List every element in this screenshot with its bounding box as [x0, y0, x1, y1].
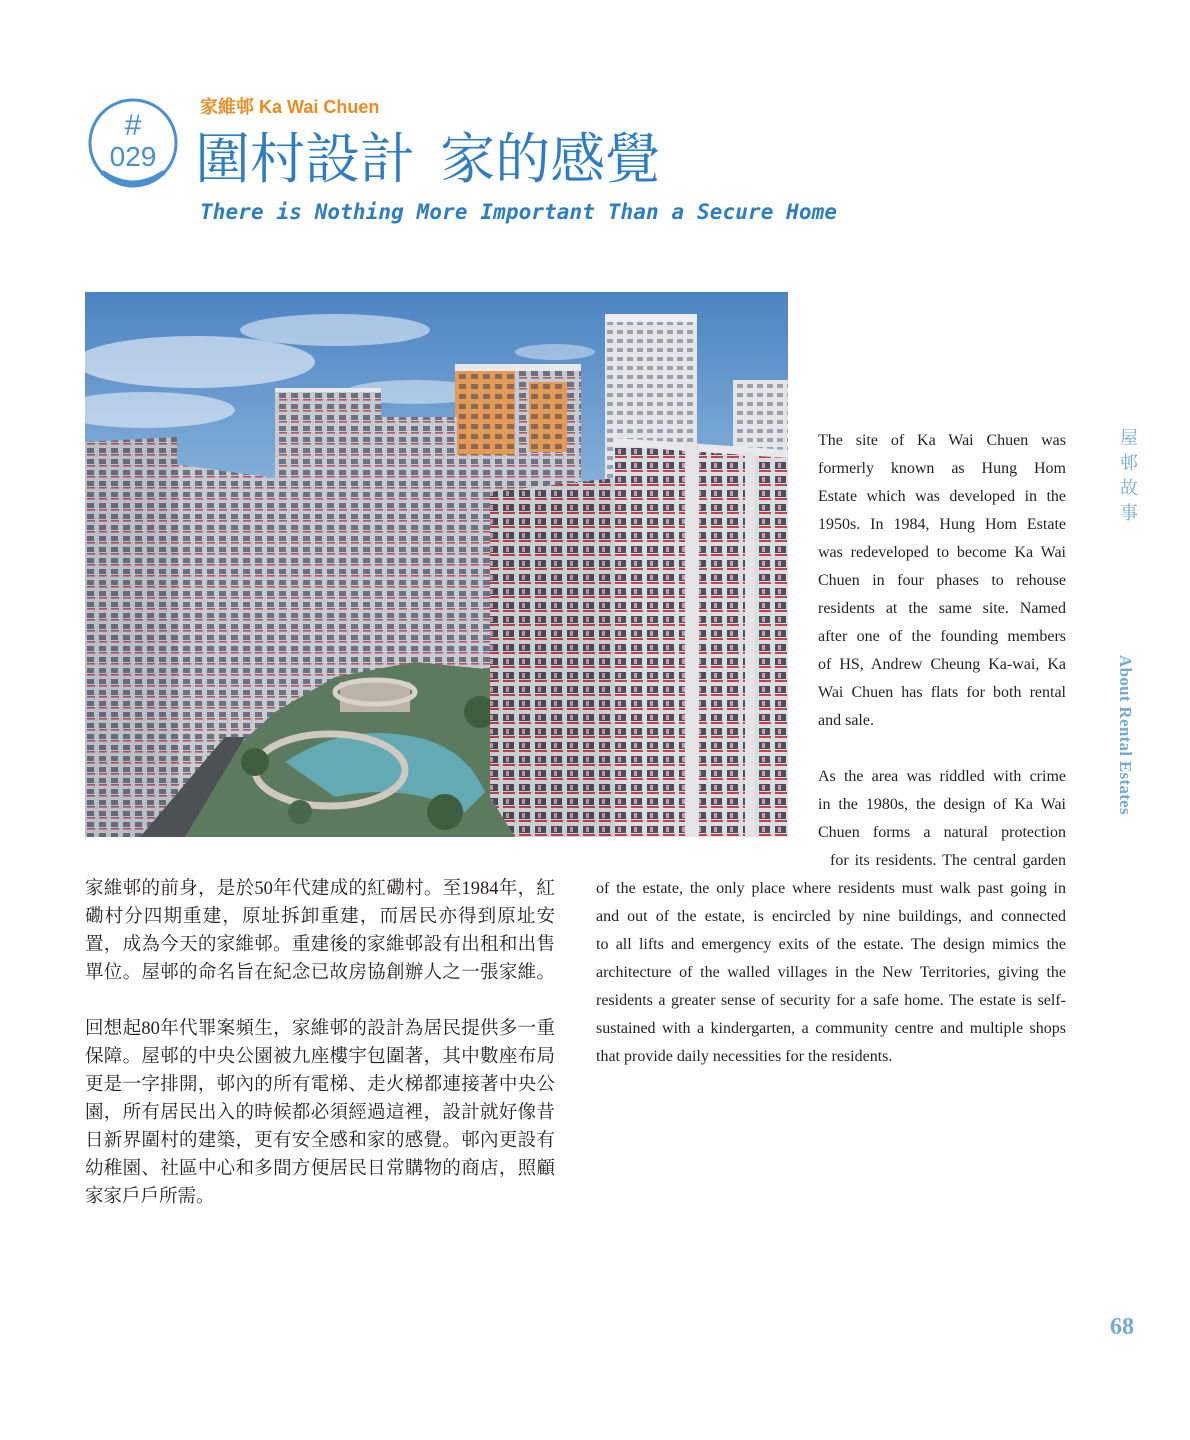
chinese-column — [85, 875, 555, 1211]
english-column-wide — [596, 875, 1066, 1071]
text-line: 保障。屋邨的中央公園被九座樓宇包圍著，其中數座布局 — [85, 1047, 555, 1067]
text-line: 家家戶戶所需。 — [85, 1187, 215, 1207]
text-line: 家維邨的前身，是於50年代建成的紅磡村。至1984年，紅 — [85, 879, 555, 899]
text-line: residents a greater sense of security for a safe home. The estate is self- — [596, 992, 1066, 1009]
text-line: that provide daily necessities for the residents. — [596, 1048, 893, 1065]
text-line: 磡村分四期重建，原址拆卸重建，而居民亦得到原址安 — [85, 907, 555, 927]
page-title: 圍村設計 家的感覺 — [195, 128, 661, 190]
text-line: formerly known as Hung Hom — [818, 460, 1066, 477]
text-line: after one of the founding members — [818, 628, 1066, 645]
estate-photo — [85, 292, 788, 837]
text-line: of the estate, the only place where residents must walk past going in — [596, 880, 1066, 897]
english-column-narrow — [818, 427, 1066, 875]
text-line: 園，所有居民出入的時候都必須經過這裡，設計就好像昔 — [85, 1103, 555, 1123]
paragraph-gap — [85, 987, 555, 1015]
right-blocks — [490, 438, 788, 837]
text-line: Estate which was developed in the — [818, 488, 1066, 505]
text-line: As the area was riddled with crime — [818, 768, 1066, 785]
text-line: architecture of the walled villages in the New Territories, giving the — [596, 964, 1066, 981]
text-line: and sale. — [818, 712, 874, 729]
text-line: Chuen forms a natural protection — [818, 824, 1066, 841]
issue-number: 029 — [109, 141, 157, 172]
text-line: 幼稚園、社區中心和多間方便居民日常購物的商店，照顧 — [85, 1159, 555, 1179]
text-line: 單位。屋邨的命名旨在紀念已故房協創辦人之一張家維。 — [85, 963, 555, 983]
text-line: for its residents. The central garden — [830, 852, 1066, 869]
text-line: The site of Ka Wai Chuen was — [818, 432, 1066, 449]
section-label-zh: 屋邨故事 — [1118, 428, 1138, 528]
paragraph-gap — [818, 735, 1066, 763]
text-line: 1950s. In 1984, Hung Hom Estate — [818, 516, 1066, 533]
text-line: Chuen in four phases to rehouse — [818, 572, 1066, 589]
text-line: in the 1980s, the design of Ka Wai — [818, 796, 1066, 813]
text-line: Wai Chuen has flats for both rental — [818, 684, 1066, 701]
issue-badge — [85, 97, 185, 197]
page-number: 68 — [1110, 1314, 1134, 1340]
estate-label-en: Ka Wai Chuen — [259, 97, 380, 117]
text-line: residents at the same site. Named — [818, 600, 1066, 617]
section-label-en: About Rental Estates — [1116, 655, 1135, 815]
badge-hash: # — [124, 109, 142, 142]
page-subtitle: There is Nothing More Important Than a Secure Home — [200, 200, 838, 224]
text-line: sustained with a kindergarten, a community centre and multiple shops — [596, 1020, 1066, 1037]
estate-label — [200, 96, 379, 118]
text-line: of HS, Andrew Cheung Ka-wai, Ka — [818, 656, 1066, 673]
text-line: 置，成為今天的家維邨。重建後的家維邨設有出租和出售 — [85, 935, 555, 955]
text-line: to all lifts and emergency exits of the estate. The design mimics the — [596, 936, 1066, 953]
text-line: and out of the estate, is encircled by nine buildings, and connected — [596, 908, 1066, 925]
estate-label-zh: 家維邨 — [200, 97, 254, 117]
text-line: 更是一字排開，邨內的所有電梯、走火梯都連接著中央公 — [85, 1075, 555, 1095]
text-line: was redeveloped to become Ka Wai — [818, 544, 1066, 561]
text-line: 回想起80年代罪案頻生，家維邨的設計為居民提供多一重 — [85, 1019, 555, 1039]
text-line: 日新界圍村的建築，更有安全感和家的感覺。邨內更設有 — [85, 1131, 555, 1151]
